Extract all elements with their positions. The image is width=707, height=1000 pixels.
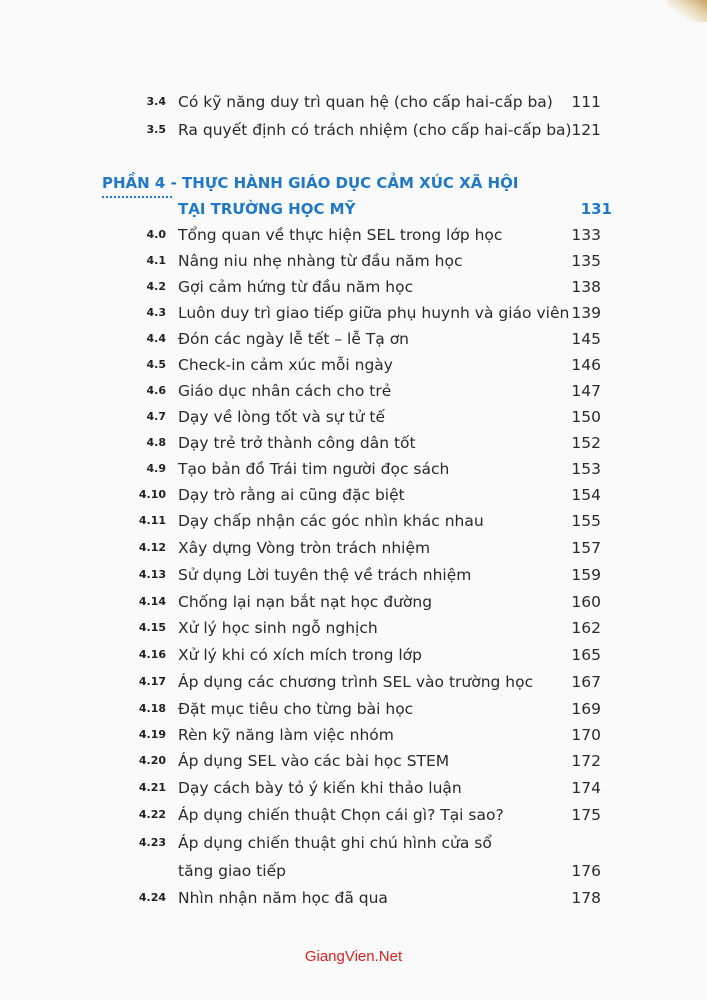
toc-title: Check-in cảm xúc mỗi ngày [178,356,393,374]
toc-number: 4.18 [138,702,166,715]
toc-page: 178 [571,889,601,907]
toc-number: 4.21 [138,781,166,794]
toc-row[interactable] [0,117,707,143]
toc-page: 133 [571,226,601,244]
toc-number: 4.24 [138,891,166,904]
toc-page: 175 [571,806,601,824]
toc-row[interactable] [0,430,707,456]
toc-page: 169 [571,700,601,718]
toc-page: 157 [571,539,601,557]
toc-title: Sử dụng Lời tuyên thệ về trách nhiệm [178,566,472,584]
toc-row[interactable] [0,274,707,300]
toc-page: 138 [571,278,601,296]
toc-number: 4.6 [146,384,166,397]
toc-title: Áp dụng SEL vào các bài học STEM [178,752,450,770]
toc-row[interactable] [0,642,707,668]
toc-row[interactable] [0,300,707,326]
page-corner-shadow [667,0,707,22]
toc-page: 150 [571,408,601,426]
toc-page: 153 [571,460,601,478]
toc-page: 165 [571,646,601,664]
toc-row[interactable] [0,696,707,722]
toc-row[interactable] [0,378,707,404]
part-4-heading-line1: PHẦN 4 - THỰC HÀNH GIÁO DỤC CẢM XÚC XÃ HỘI [102,174,519,192]
toc-row[interactable] [0,326,707,352]
toc-number: 4.9 [146,462,166,475]
toc-number: 4.17 [138,675,166,688]
toc-number: 4.20 [138,754,166,767]
toc-title: Luôn duy trì giao tiếp giữa phụ huynh và giáo viên [178,304,570,322]
toc-title: Xây dựng Vòng tròn trách nhiệm [178,539,431,557]
toc-number: 4.7 [146,410,166,423]
toc-number: 4.2 [146,280,166,293]
toc-number: 4.13 [138,568,166,581]
toc-page: 147 [571,382,601,400]
toc-title: Có kỹ năng duy trì quan hệ (cho cấp hai-cấp ba) [178,93,553,111]
toc-row[interactable] [0,669,707,695]
toc-number: 4.1 [146,254,166,267]
toc-title: Nâng niu nhẹ nhàng từ đầu năm học [178,252,463,270]
toc-page: 111 [571,93,601,111]
toc-title: Dạy về lòng tốt và sự tử tế [178,408,385,426]
toc-number: 4.22 [138,808,166,821]
toc-page: 121 [571,121,601,139]
toc-number: 4.12 [138,541,166,554]
toc-title: Dạy trò rằng ai cũng đặc biệt [178,486,405,504]
toc-page: 146 [571,356,601,374]
toc-number: 4.5 [146,358,166,371]
toc-number: 3.5 [146,123,166,136]
toc-row[interactable] [0,89,707,115]
toc-row[interactable] [0,885,707,911]
toc-title: Rèn kỹ năng làm việc nhóm [178,726,394,744]
toc-row[interactable] [0,615,707,641]
toc-title: Áp dụng chiến thuật ghi chú hình cửa sổ [178,834,492,852]
toc-number: 4.8 [146,436,166,449]
toc-row[interactable] [0,775,707,801]
toc-page: 174 [571,779,601,797]
toc-page: 170 [571,726,601,744]
toc-title-continued: tăng giao tiếp [178,862,286,880]
toc-title: Tổng quan về thực hiện SEL trong lớp học [178,226,503,244]
toc-row[interactable] [0,722,707,748]
toc-title: Áp dụng các chương trình SEL vào trường học [178,673,534,691]
toc-row[interactable] [0,748,707,774]
toc-page: 135 [571,252,601,270]
toc-title: Gợi cảm hứng từ đầu năm học [178,278,414,296]
toc-row[interactable] [0,404,707,430]
toc-number: 4.15 [138,621,166,634]
toc-row[interactable] [0,222,707,248]
heading-dotted-underline [102,196,172,198]
toc-title: Xử lý khi có xích mích trong lớp [178,646,422,664]
toc-page: 139 [571,304,601,322]
toc-page: 172 [571,752,601,770]
toc-row[interactable] [0,248,707,274]
toc-title: Chống lại nạn bắt nạt học đường [178,593,433,611]
toc-row[interactable] [0,535,707,561]
toc-number: 4.23 [138,836,166,849]
toc-row[interactable] [0,830,707,880]
toc-page: 145 [571,330,601,348]
toc-title: Dạy cách bày tỏ ý kiến khi thảo luận [178,779,462,797]
toc-number: 4.16 [138,648,166,661]
toc-page: 155 [571,512,601,530]
toc-title: Ra quyết định có trách nhiệm (cho cấp hai-cấp ba) [178,121,572,139]
toc-title: Áp dụng chiến thuật Chọn cái gì? Tại sao? [178,806,504,824]
toc-number: 4.0 [146,228,166,241]
toc-page: 162 [571,619,601,637]
toc-number: 3.4 [146,95,166,108]
watermark: GiangVien.Net [304,948,403,965]
toc-page: 160 [571,593,601,611]
toc-title: Đón các ngày lễ tết – lễ Tạ ơn [178,330,410,348]
toc-title: Tạo bản đồ Trái tim người đọc sách [178,460,450,478]
toc-title: Nhìn nhận năm học đã qua [178,889,388,907]
toc-page: 176 [571,862,601,880]
toc-page: 167 [571,673,601,691]
toc-page: 154 [571,486,601,504]
toc-row[interactable] [0,802,707,828]
toc-title: Dạy trẻ trở thành công dân tốt [178,434,416,452]
part-4-heading-line2: TẠI TRƯỜNG HỌC MỸ [178,200,356,218]
toc-row[interactable] [0,508,707,534]
toc-row[interactable] [0,456,707,482]
toc-title: Dạy chấp nhận các góc nhìn khác nhau [178,512,484,530]
toc-title: Đặt mục tiêu cho từng bài học [178,700,414,718]
toc-title: Giáo dục nhân cách cho trẻ [178,382,392,400]
toc-number: 4.14 [138,595,166,608]
toc-number: 4.19 [138,728,166,741]
toc-number: 4.3 [146,306,166,319]
toc-page: 159 [571,566,601,584]
toc-page: 152 [571,434,601,452]
toc-row[interactable] [0,589,707,615]
toc-row[interactable] [0,482,707,508]
toc-title: Xử lý học sinh ngỗ nghịch [178,619,378,637]
toc-number: 4.11 [138,514,166,527]
toc-row[interactable] [0,562,707,588]
toc-number: 4.10 [138,488,166,501]
toc-number: 4.4 [146,332,166,345]
toc-row[interactable] [0,352,707,378]
part-4-page: 131 [580,200,612,218]
